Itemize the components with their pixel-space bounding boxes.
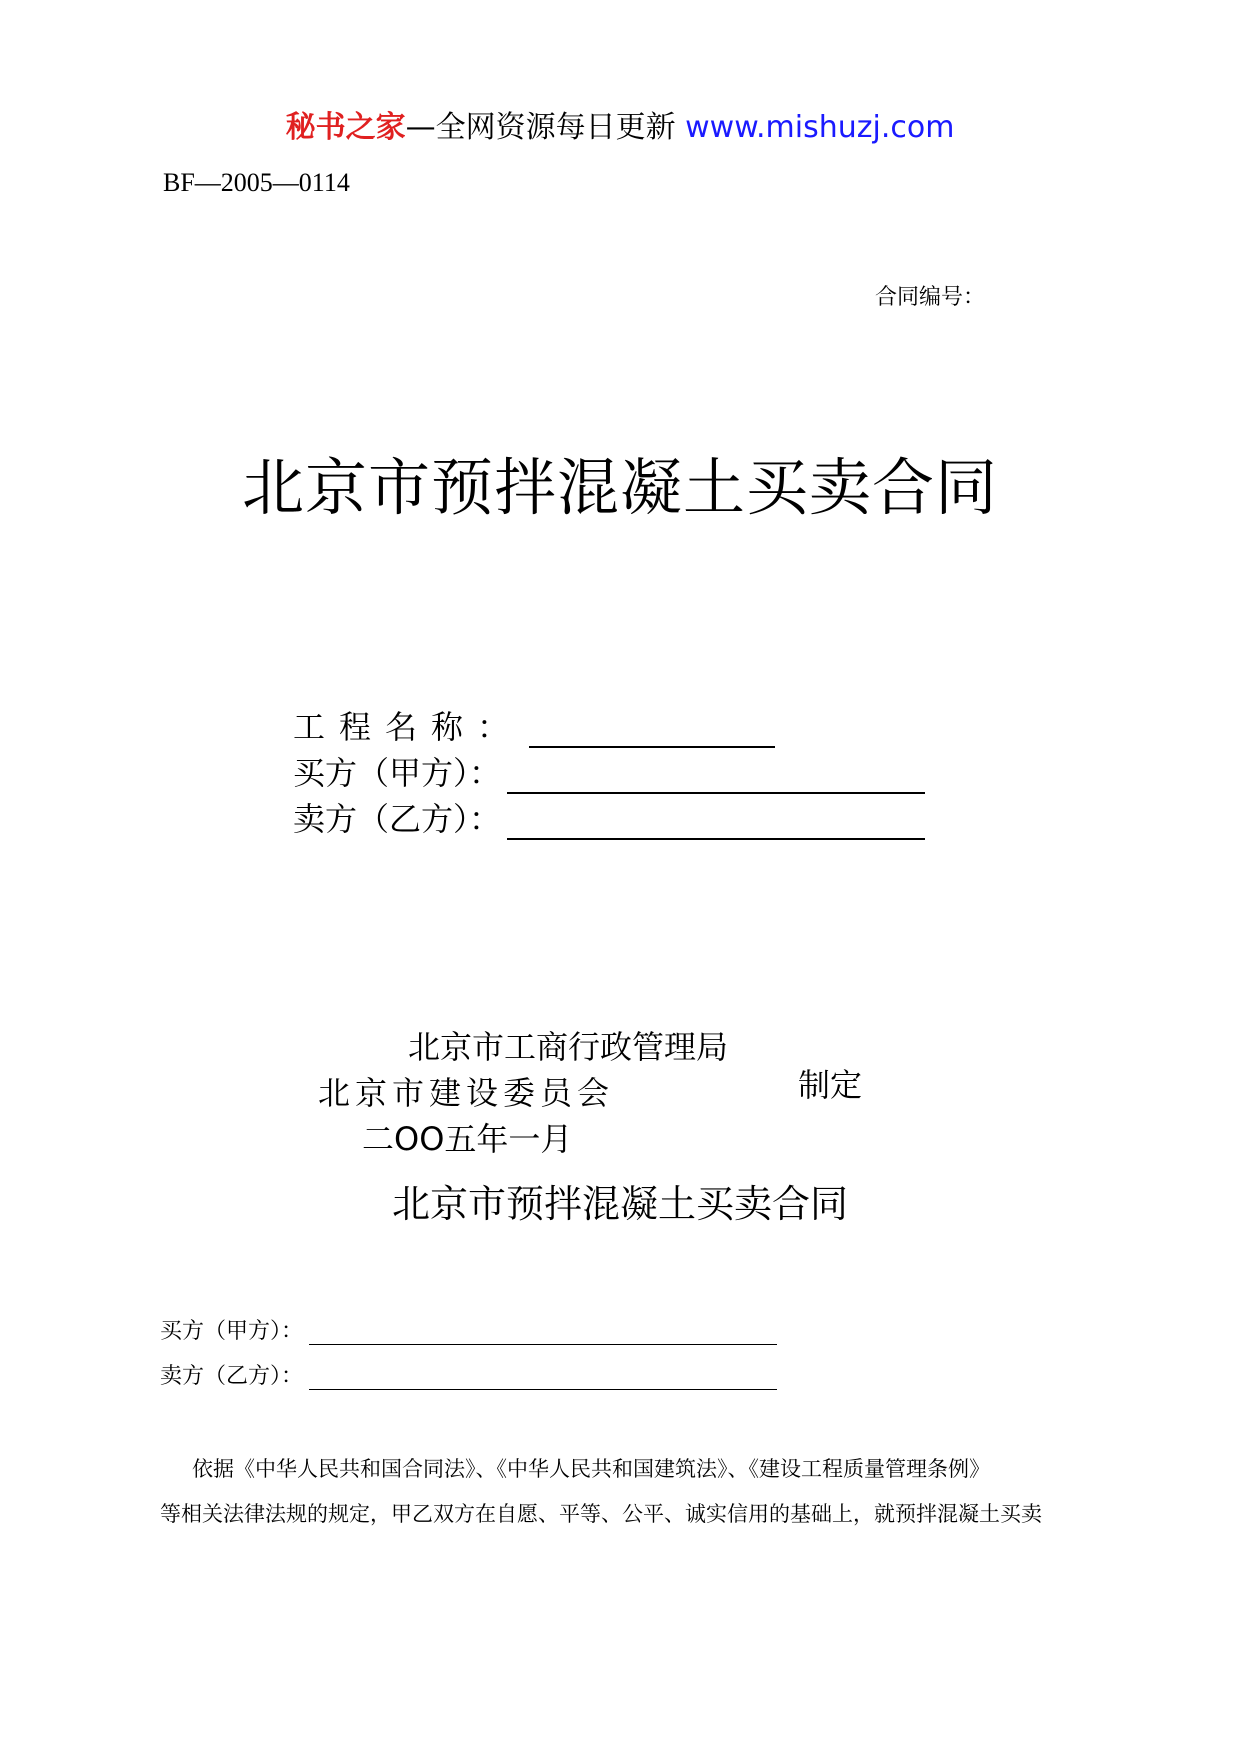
issue-date: 二OO五年一月 — [362, 1120, 573, 1158]
contract-title: 北京市预拌混凝土买卖合同 — [391, 1182, 848, 1226]
party-buyer-label: 买方（甲方）： — [160, 1319, 304, 1344]
buyer-label: 买方（甲方）： — [293, 754, 502, 792]
issuer-action: 制定 — [798, 1066, 863, 1104]
party-buyer — [160, 1314, 777, 1345]
buyer-field — [293, 748, 925, 794]
party-seller — [160, 1359, 777, 1390]
party-seller-label: 卖方（乙方）： — [160, 1364, 304, 1389]
issuer-org-2: 北京市建设委员会 — [318, 1074, 615, 1112]
document-code: BF—2005—0114 — [163, 168, 350, 197]
header-tagline: —全网资源每日更新 — [405, 110, 676, 145]
intro-paragraph-line-1: 依据《中华人民共和国合同法》、《中华人民共和国建筑法》、《建设工程质量管理条例》 — [192, 1457, 990, 1481]
page-title: 北京市预拌混凝土买卖合同 — [241, 451, 998, 524]
buyer-input-line[interactable] — [507, 762, 925, 794]
site-header — [0, 102, 1240, 146]
contract-number-label: 合同编号： — [875, 285, 986, 310]
seller-label: 卖方（乙方）： — [293, 800, 502, 838]
seller-input-line[interactable] — [507, 808, 925, 840]
party-buyer-input-line[interactable] — [309, 1322, 777, 1345]
seller-field — [293, 794, 925, 840]
project-name-input-line[interactable] — [529, 716, 775, 748]
brand-name: 秘书之家 — [285, 110, 406, 145]
project-name-field — [293, 702, 775, 748]
intro-paragraph-line-2: 等相关法律法规的规定，甲乙双方在自愿、平等、公平、诚实信用的基础上，就预拌混凝土买卖 — [160, 1502, 1042, 1526]
project-name-label: 工程名称： — [293, 708, 524, 746]
site-url-link[interactable]: www.mishuzj.com — [685, 110, 955, 145]
party-seller-input-line[interactable] — [309, 1367, 777, 1390]
issuer-org-1: 北京市工商行政管理局 — [408, 1028, 729, 1066]
